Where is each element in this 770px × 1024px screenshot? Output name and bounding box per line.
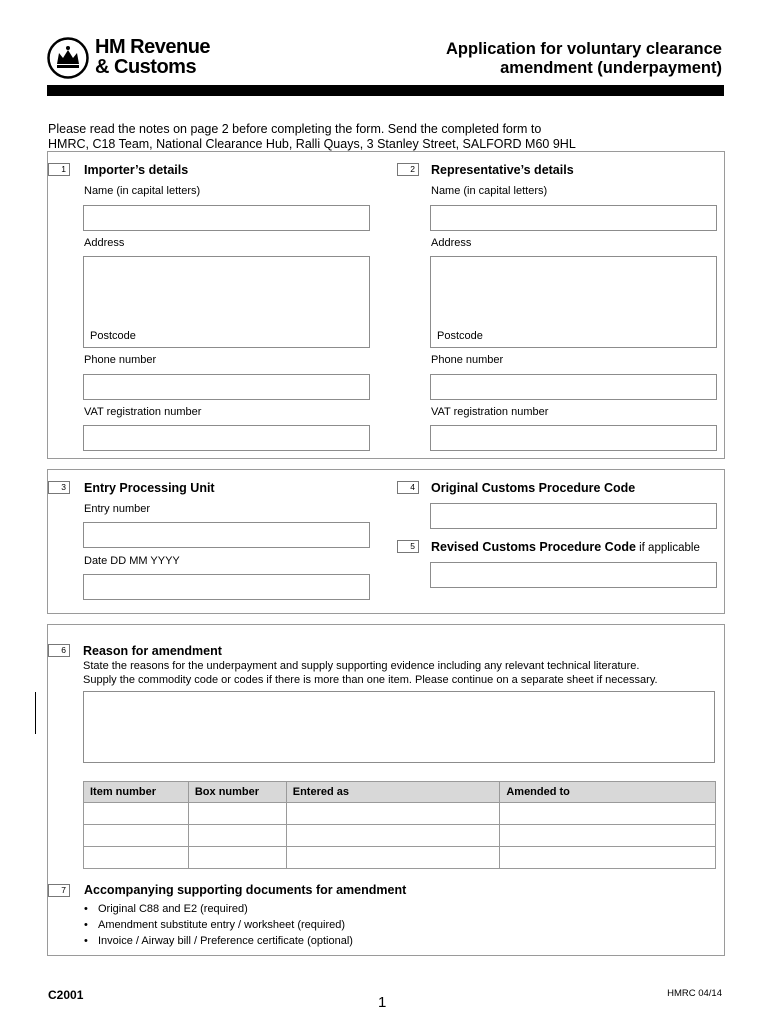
revised-cpc-title-text: Revised Customs Procedure Code: [431, 540, 636, 554]
importer-postcode-label: Postcode: [90, 330, 136, 342]
table-cell[interactable]: [286, 825, 500, 847]
reason-desc-line-1: State the reasons for the underpayment and supply supporting evidence including any relevant technical literature.: [83, 660, 640, 672]
section-number-3: 3: [48, 481, 70, 494]
original-cpc-title: Original Customs Procedure Code: [431, 481, 636, 495]
representative-name-label: Name (in capital letters): [431, 185, 548, 197]
logo-line-2: & Customs: [95, 56, 197, 78]
representative-address-label: Address: [431, 237, 472, 249]
header-divider-bar: [47, 85, 724, 96]
table-cell[interactable]: [84, 825, 189, 847]
representative-phone-label: Phone number: [431, 354, 504, 366]
representative-address-input[interactable]: [430, 256, 717, 348]
entry-number-input[interactable]: [83, 522, 370, 548]
list-item: • Amendment substitute entry / worksheet (required): [84, 917, 353, 933]
crown-crest-icon: [47, 37, 89, 79]
logo-line-1: HM Revenue: [95, 36, 211, 58]
representative-postcode-label: Postcode: [437, 330, 483, 342]
intro-text: [48, 122, 728, 152]
importer-phone-input[interactable]: [83, 374, 370, 400]
form-title-line-1: Application for voluntary clearance: [446, 40, 722, 58]
details-panel: [47, 151, 725, 459]
section-number-2: 2: [397, 163, 419, 176]
section-number-1: 1: [48, 163, 70, 176]
column-header: Item number: [84, 782, 189, 803]
importer-vat-label: VAT registration number: [84, 406, 202, 418]
form-title-line-2: amendment (underpayment): [500, 59, 722, 77]
hmrc-logo: [47, 37, 217, 79]
table-row: [84, 847, 716, 869]
table-cell[interactable]: [84, 847, 189, 869]
entry-date-label: Date DD MM YYYY: [84, 555, 180, 567]
column-header: Box number: [188, 782, 286, 803]
reason-desc-line-2: Supply the commodity code or codes if there is more than one item. Please continue on a separate sheet if necessary.: [83, 674, 658, 686]
reason-title: Reason for amendment: [83, 644, 222, 658]
table-row: [84, 803, 716, 825]
list-item: • Original C88 and E2 (required): [84, 901, 353, 917]
importer-name-input[interactable]: [83, 205, 370, 231]
table-cell[interactable]: [84, 803, 189, 825]
logo-wordmark: [95, 37, 210, 77]
table-row: [84, 825, 716, 847]
table-cell[interactable]: [188, 847, 286, 869]
documents-title: Accompanying supporting documents for amendment: [84, 883, 407, 897]
intro-line-2: HMRC, C18 Team, National Clearance Hub, Ralli Quays, 3 Stanley Street, SALFORD M60 9HL: [48, 137, 576, 151]
form-code: C2001: [48, 988, 84, 1002]
importer-title: Importer’s details: [84, 163, 189, 177]
table-cell[interactable]: [286, 803, 500, 825]
amendment-items-table: [83, 781, 716, 869]
revised-cpc-suffix: if applicable: [635, 542, 700, 554]
table-cell[interactable]: [188, 825, 286, 847]
revised-cpc-title: [431, 540, 700, 554]
original-cpc-input[interactable]: [430, 503, 717, 529]
representative-phone-input[interactable]: [430, 374, 717, 400]
form-revision: HMRC 04/14: [667, 988, 722, 999]
form-title: [392, 40, 722, 78]
importer-address-input[interactable]: [83, 256, 370, 348]
page-number: 1: [378, 994, 387, 1011]
representative-name-input[interactable]: [430, 205, 717, 231]
list-item: • Invoice / Airway bill / Preference certificate (optional): [84, 933, 353, 949]
importer-phone-label: Phone number: [84, 354, 157, 366]
epu-title: Entry Processing Unit: [84, 481, 215, 495]
entry-panel: [47, 469, 725, 614]
table-header-row: [84, 782, 716, 803]
column-header: Amended to: [500, 782, 716, 803]
representative-title: Representative’s details: [431, 163, 574, 177]
importer-vat-input[interactable]: [83, 425, 370, 451]
representative-vat-input[interactable]: [430, 425, 717, 451]
reason-textarea[interactable]: [83, 691, 715, 763]
representative-vat-label: VAT registration number: [431, 406, 549, 418]
importer-address-label: Address: [84, 237, 125, 249]
table-cell[interactable]: [500, 847, 716, 869]
documents-list: [84, 901, 353, 949]
reason-panel: [47, 624, 725, 956]
revised-cpc-input[interactable]: [430, 562, 717, 588]
intro-line-1: Please read the notes on page 2 before completing the form. Send the completed form to: [48, 122, 542, 136]
table-cell[interactable]: [500, 825, 716, 847]
section-number-7: 7: [48, 884, 70, 897]
table-cell[interactable]: [188, 803, 286, 825]
table-cell[interactable]: [500, 803, 716, 825]
entry-number-label: Entry number: [84, 503, 151, 515]
margin-mark: [35, 692, 36, 734]
table-cell[interactable]: [286, 847, 500, 869]
importer-name-label: Name (in capital letters): [84, 185, 201, 197]
column-header: Entered as: [286, 782, 500, 803]
reason-description: [83, 659, 713, 687]
section-number-5: 5: [397, 540, 419, 553]
entry-date-input[interactable]: [83, 574, 370, 600]
section-number-6: 6: [48, 644, 70, 657]
section-number-4: 4: [397, 481, 419, 494]
